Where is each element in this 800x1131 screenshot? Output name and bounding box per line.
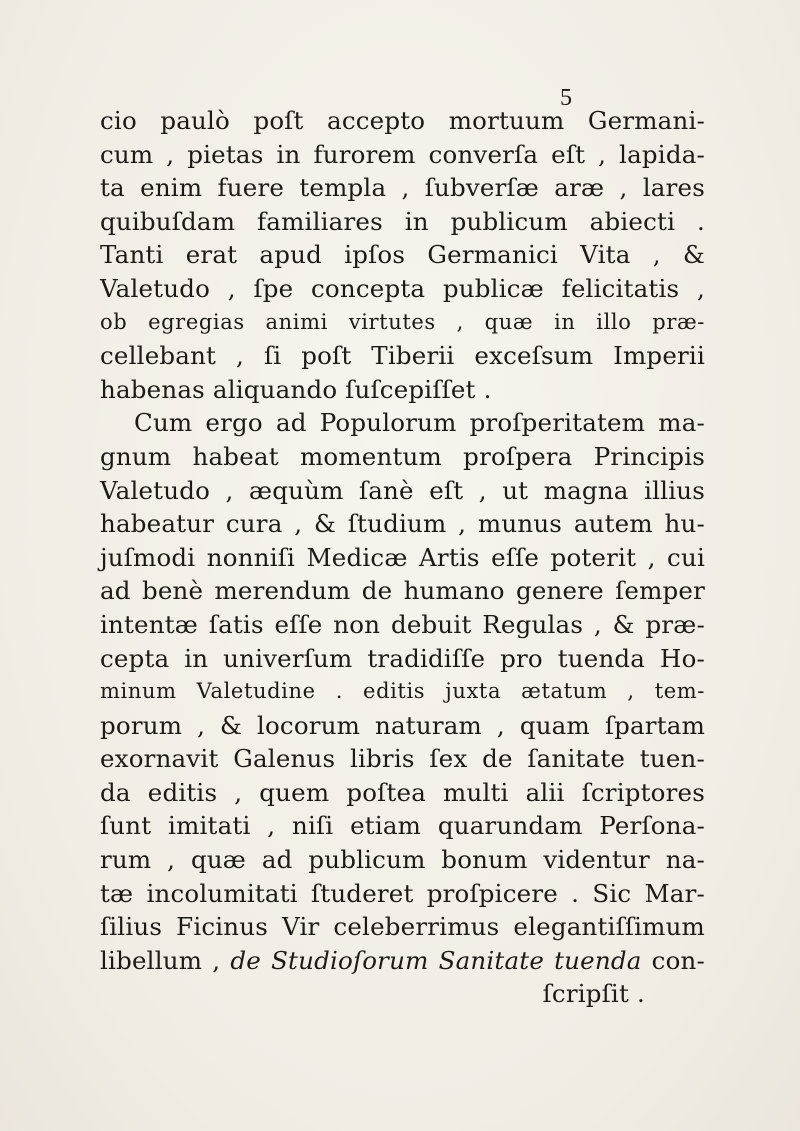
text-line: porum , & locorum naturam , quam ſpartam xyxy=(100,710,705,740)
text-line-with-title xyxy=(100,944,705,978)
text-segment: con- xyxy=(641,945,705,975)
text-line: tæ incolumitati ſtuderet proſpicere . Sic Mar- xyxy=(100,878,705,908)
text-line: ta enim fuere templa , ſubverſæ aræ , lares xyxy=(100,173,705,203)
text-line: minum Valetudine . editis juxta ætatum , tem- xyxy=(100,679,705,704)
text-line: ob egregias animi virtutes , quæ in illo præ- xyxy=(100,309,705,334)
paragraph-end-line: habenas aliquando ſuſcepiſſet . xyxy=(100,374,492,404)
text-line: cio paulò poſt accepto mortuum Germani- xyxy=(100,106,705,135)
text-line: ſilius Ficinus Vir celeberrimus elegantiſſimum xyxy=(100,912,705,942)
text-line: Valetudo , ſpe concepta publicæ felicitatis , xyxy=(100,273,705,303)
text-line: Tanti erat apud ipſos Germanici Vita , & xyxy=(100,240,705,270)
text-line: juſmodi nonniſi Medicæ Artis eſſe poterit , cui xyxy=(100,542,705,572)
text-line: habeatur cura , & ſtudium , munus autem hu- xyxy=(100,509,705,539)
text-line: exornavit Galenus libris ſex de ſanitate tuen- xyxy=(100,744,705,774)
book-title-italic: de Studioſorum Sanitate tuenda xyxy=(230,945,642,975)
text-line: ad benè merendum de humano genere ſemper xyxy=(100,576,705,606)
text-line: gnum habeat momentum proſpera Principis xyxy=(100,441,705,471)
text-line: intentæ ſatis eſſe non debuit Regulas , & præ- xyxy=(100,609,705,639)
text-line: cellebant , ſi poſt Tiberii exceſsum Imperii xyxy=(100,341,705,371)
text-line: Valetudo , æquùm ſanè eſt , ut magna illius xyxy=(100,475,705,505)
body-text xyxy=(100,104,705,1011)
page-number: 5 xyxy=(560,85,572,111)
text-line: rum , quæ ad publicum bonum videntur na- xyxy=(100,845,705,875)
text-line: cepta in univerſum tradidiſſe pro tuenda Ho- xyxy=(100,643,705,673)
text-line: cum , pietas in furorem converſa eſt , lapida- xyxy=(100,139,705,169)
catchword: ſcripſit . xyxy=(542,979,645,1009)
text-line: da editis , quem poſtea multi alii ſcriptores xyxy=(100,777,705,807)
paragraph-start-line: Cum ergo ad Populorum proſperitatem ma- xyxy=(134,408,705,438)
text-line: ſunt imitati , niſi etiam quarundam Perſona- xyxy=(100,811,705,841)
text-line: quibuſdam familiares in publicum abiecti . xyxy=(100,206,705,236)
text-segment: libellum , xyxy=(100,945,231,975)
